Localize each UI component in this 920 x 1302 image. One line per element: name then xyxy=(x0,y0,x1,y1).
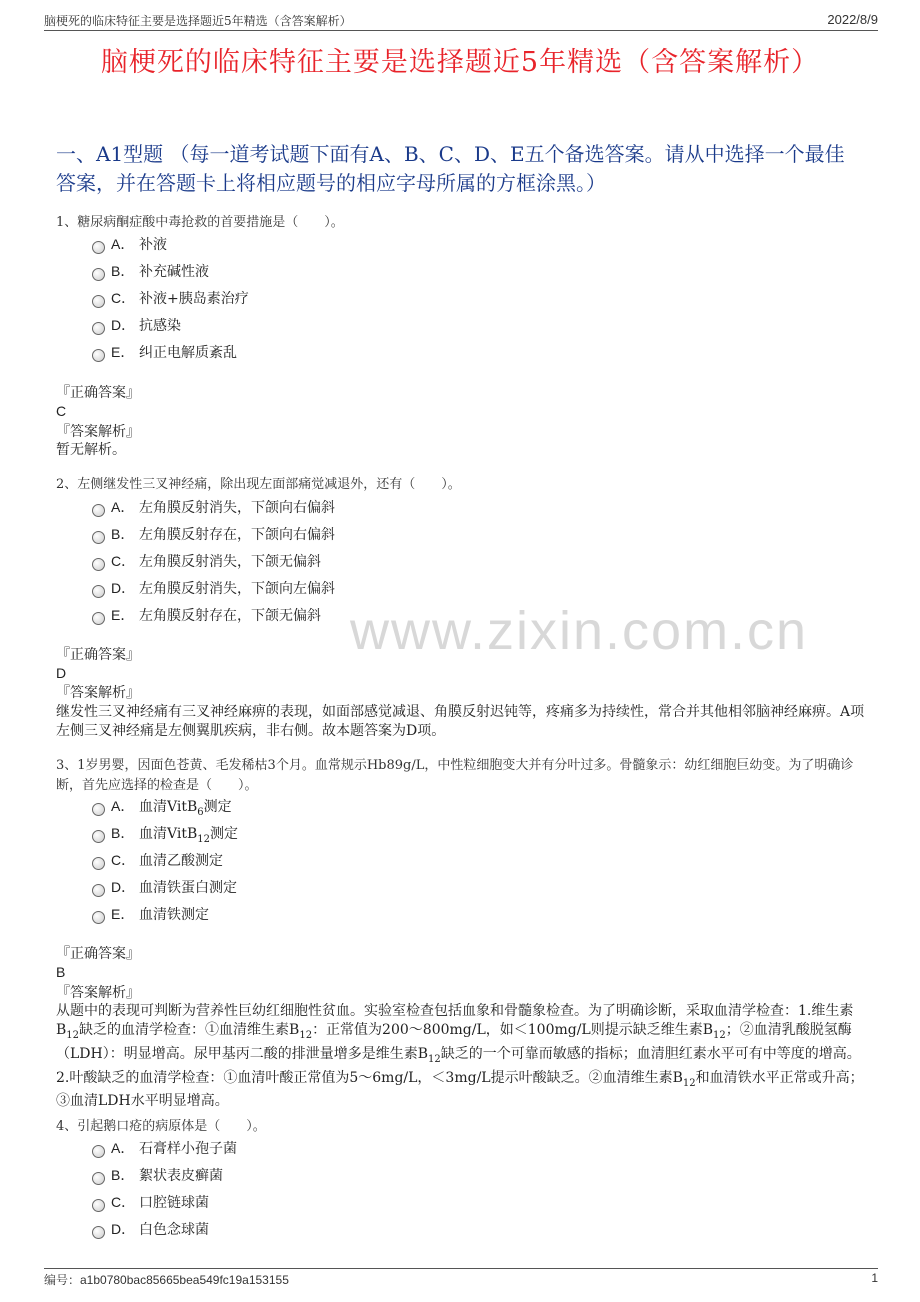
radio-icon[interactable] xyxy=(92,504,105,517)
page-title: 脑梗死的临床特征主要是选择题近5年精选（含答案解析） xyxy=(100,47,820,78)
option-2c[interactable]: C． 左角膜反射消失，下颌无偏斜 xyxy=(92,551,321,571)
option-2d[interactable]: D． 左角膜反射消失，下颌向左偏斜 xyxy=(92,578,335,598)
radio-icon[interactable] xyxy=(92,1226,105,1239)
radio-icon[interactable] xyxy=(92,558,105,571)
option-4a[interactable]: A． 石膏样小孢子菌 xyxy=(92,1138,237,1158)
option-3b[interactable]: B． 血清VitB$_{12}$测定 xyxy=(92,823,238,843)
radio-icon[interactable] xyxy=(92,349,105,362)
option-3e[interactable]: E． 血清铁测定 xyxy=(92,904,209,924)
document-code: 编号：a1b0780bac85665bea549fc19a153155 xyxy=(44,1273,289,1287)
option-3c[interactable]: C． 血清乙酸测定 xyxy=(92,850,223,870)
section-heading: 一、A1型题 （每一道考试题下面有A、B、C、D、E五个备选答案。请从中选择一个最佳答案，并在答题卡上将相应题号的相应字母所属的方框涂黑。） xyxy=(56,142,845,195)
analysis-text: 从题中的表现可判断为营养性巨幼红细胞性贫血。实验室检查包括血象和骨髓象检查。为了明确诊断，采取血清学检查：1.维生素$B_{12}$缺乏的血清学检查：①血清维生素$B_{12}$：正常值为200～800mg/L，如＜100mg/L则提示缺乏维生素$B_{12}$；②血清乳酸脱氢酶（LDH）：明显增高。尿甲基丙二酸的排泄量增多是维生素$B_{12}$缺乏的一个可靠而敏感的指标；血清胆红素水平可有中等度的增高。2.叶酸缺乏的血清学检查：①血清叶酸正常值为5～6mg/L，＜3mg/L提示叶酸缺乏。②血清维生素$B_{12}$和血清铁水平正常或升高；③血清LDH水平明显增高。 xyxy=(56,1003,864,1110)
option-1b[interactable]: B． 补充碱性液 xyxy=(92,261,209,281)
radio-icon[interactable] xyxy=(92,268,105,281)
question-stem: 1、糖尿病酮症酸中毒抢救的首要措施是（ ）。 xyxy=(56,215,344,230)
radio-icon[interactable] xyxy=(92,884,105,897)
analysis-text: 继发性三叉神经痛有三叉神经麻痹的表现，如面部感觉减退、角膜反射迟钝等，疼痛多为持续性，常合并其他相邻脑神经麻痹。A项左侧三叉神经痛是左侧翼肌疾病，非右侧。故本题答案为D项。 xyxy=(56,704,865,739)
answer-label: 『正确答案』 xyxy=(56,647,140,663)
option-2b[interactable]: B． 左角膜反射存在，下颌向右偏斜 xyxy=(92,524,335,544)
page-header xyxy=(44,12,878,31)
question-stem: 3、1岁男婴，因面色苍黄、毛发稀枯3个月。血常规示Hb89g/L，中性粒细胞变大并有分叶过多。骨髓象示：幼红细胞巨幼变。为了明确诊断，首先应选择的检查是（ ）。 xyxy=(56,758,854,793)
radio-icon[interactable] xyxy=(92,241,105,254)
radio-icon[interactable] xyxy=(92,295,105,308)
option-2e[interactable]: E． 左角膜反射存在，下颌无偏斜 xyxy=(92,605,321,625)
answer-label: 『正确答案』 xyxy=(56,385,140,401)
radio-icon[interactable] xyxy=(92,1145,105,1158)
radio-icon[interactable] xyxy=(92,531,105,544)
radio-icon[interactable] xyxy=(92,803,105,816)
option-3a[interactable]: A． 血清VitB$_6$测定 xyxy=(92,796,232,816)
answer-label: 『正确答案』 xyxy=(56,946,140,962)
analysis-label: 『答案解析』 xyxy=(56,424,140,440)
page-footer xyxy=(44,1268,878,1288)
radio-icon[interactable] xyxy=(92,322,105,335)
radio-icon[interactable] xyxy=(92,857,105,870)
option-3d[interactable]: D． 血清铁蛋白测定 xyxy=(92,877,237,897)
radio-icon[interactable] xyxy=(92,1199,105,1212)
option-1a[interactable]: A． 补液 xyxy=(92,234,167,254)
radio-icon[interactable] xyxy=(92,911,105,924)
radio-icon[interactable] xyxy=(92,612,105,625)
question-stem: 2、左侧继发性三叉神经痛，除出现左面部痛觉减退外，还有（ ）。 xyxy=(56,477,461,492)
radio-icon[interactable] xyxy=(92,585,105,598)
analysis-label: 『答案解析』 xyxy=(56,685,140,701)
page-number: 1 xyxy=(871,1271,878,1285)
option-1c[interactable]: C． 补液+胰岛素治疗 xyxy=(92,288,249,308)
header-date: 2022/8/9 xyxy=(827,12,878,27)
option-4d[interactable]: D． 白色念球菌 xyxy=(92,1219,209,1239)
header-title: 脑梗死的临床特征主要是选择题近5年精选（含答案解析） xyxy=(44,14,352,28)
option-1d[interactable]: D． 抗感染 xyxy=(92,315,181,335)
analysis-label: 『答案解析』 xyxy=(56,985,140,1001)
option-4c[interactable]: C． 口腔链球菌 xyxy=(92,1192,209,1212)
option-2a[interactable]: A． 左角膜反射消失，下颌向右偏斜 xyxy=(92,497,335,517)
radio-icon[interactable] xyxy=(92,830,105,843)
radio-icon[interactable] xyxy=(92,1172,105,1185)
option-4b[interactable]: B． 絮状表皮癣菌 xyxy=(92,1165,223,1185)
watermark: www.zixin.com.cn xyxy=(350,601,809,661)
correct-answer: D xyxy=(56,665,67,681)
option-1e[interactable]: E． 纠正电解质紊乱 xyxy=(92,342,237,362)
question-stem: 4、引起鹅口疮的病原体是（ ）。 xyxy=(56,1119,266,1134)
correct-answer: C xyxy=(56,403,67,419)
analysis-text: 暂无解析。 xyxy=(56,442,126,458)
correct-answer: B xyxy=(56,964,66,980)
